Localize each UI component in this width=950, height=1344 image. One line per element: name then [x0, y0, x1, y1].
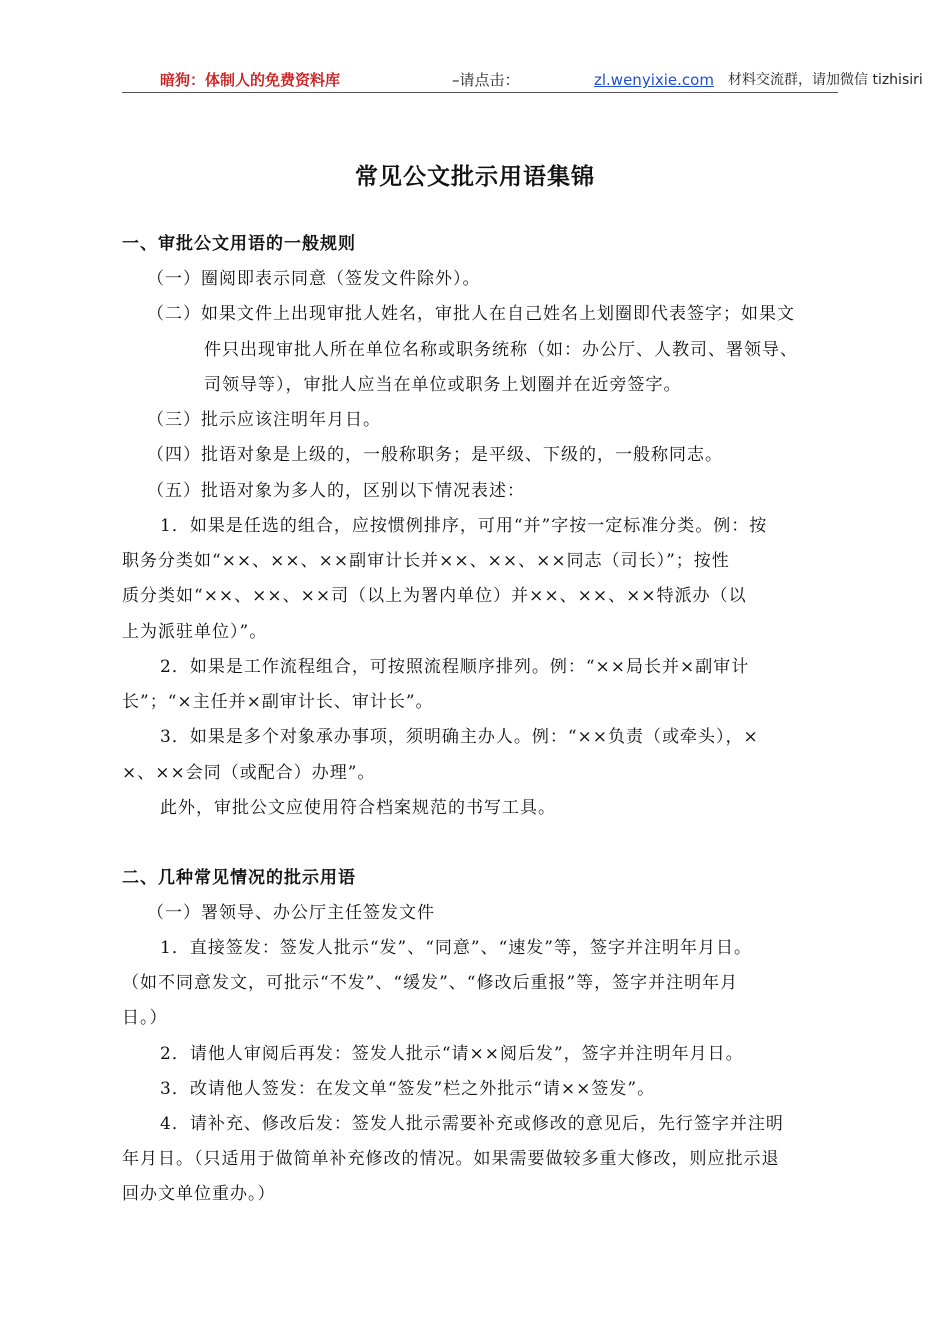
paragraph-line: 3．改请他人签发：在发文单“签发”栏之外批示“请××签发”。	[160, 1079, 656, 1099]
paragraph-line: 此外，审批公文应使用符合档案规范的书写工具。	[160, 798, 556, 818]
paragraph-line: （一）署领导、办公厅主任签发文件	[147, 903, 435, 923]
header-link[interactable]: zl.wenyixie.com	[594, 71, 714, 89]
document-title: 常见公文批示用语集锦	[355, 163, 595, 190]
paragraph-line: 年月日。（只适用于做简单补充修改的情况。如果需要做较多重大修改，则应批示退	[122, 1149, 780, 1169]
header-promo-text: 暗狗：体制人的免费资料库	[160, 71, 341, 89]
paragraph-line: 上为派驻单位）”。	[122, 622, 268, 642]
section-heading-1: 一、审批公文用语的一般规则	[122, 234, 356, 254]
paragraph-line: 司领导等），审批人应当在单位或职务上划圈并在近旁签字。	[204, 375, 682, 395]
header-click-prompt: –请点击：	[452, 71, 520, 89]
paragraph-line: 1．直接签发：签发人批示“发”、“同意”、“速发”等，签字并注明年月日。	[160, 938, 752, 958]
paragraph-line: ×、××会同（或配合）办理”。	[122, 763, 376, 783]
paragraph-line: 长”；“×主任并×副审计长、审计长”。	[122, 692, 434, 712]
header-wechat-text: 材料交流群，请加微信 tizhisiri	[728, 72, 923, 88]
paragraph-line: （二）如果文件上出现审批人姓名，审批人在自己姓名上划圈即代表签字；如果文	[147, 304, 795, 324]
section-heading-2: 二、几种常见情况的批示用语	[122, 868, 356, 888]
paragraph-line: 质分类如“××、××、××司（以上为署内单位）并××、××、××特派办（以	[122, 586, 747, 606]
paragraph-line: （如不同意发文，可批示“不发”、“缓发”、“修改后重报”等，签字并注明年月	[122, 973, 739, 993]
paragraph-line: 2．如果是工作流程组合，可按照流程顺序排列。例：“××局长并×副审计	[160, 657, 750, 677]
paragraph-line: （四）批语对象是上级的，一般称职务；是平级、下级的，一般称同志。	[147, 445, 723, 465]
paragraph-line: 3．如果是多个对象承办事项，须明确主办人。例：“××负责（或牵头），×	[160, 727, 759, 747]
paragraph-line: （五）批语对象为多人的，区别以下情况表述：	[147, 481, 525, 501]
paragraph-line: 4．请补充、修改后发：签发人批示需要补充或修改的意见后，先行签字并注明	[160, 1114, 784, 1134]
paragraph-line: 职务分类如“××、××、××副审计长并××、××、××同志（司长）”；按性	[122, 551, 730, 571]
paragraph-line: 日。）	[122, 1008, 168, 1028]
paragraph-line: 件只出现审批人所在单位名称或职务统称（如：办公厅、人教司、署领导、	[204, 340, 798, 360]
paragraph-line: 回办文单位重办。）	[122, 1184, 276, 1204]
paragraph-line: （一）圈阅即表示同意（签发文件除外）。	[147, 269, 481, 289]
page-header	[122, 68, 923, 93]
paragraph-line: 1．如果是任选的组合，应按惯例排序，可用“并”字按一定标准分类。例：按	[160, 516, 768, 536]
paragraph-line: （三）批示应该注明年月日。	[147, 410, 381, 430]
paragraph-line: 2．请他人审阅后再发：签发人批示“请××阅后发”，签字并注明年月日。	[160, 1044, 744, 1064]
